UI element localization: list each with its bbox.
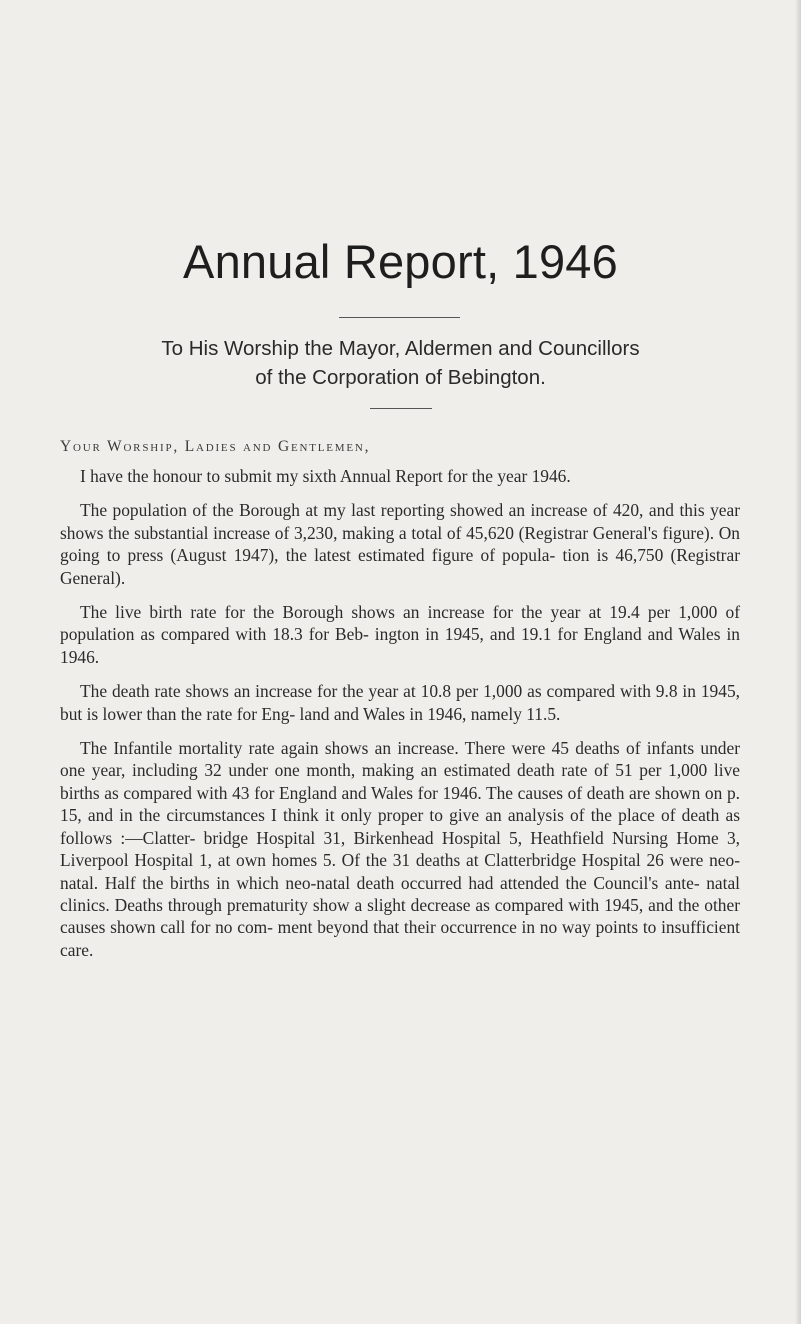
salutation: Your Worship, Ladies and Gentlemen, xyxy=(60,438,371,455)
dedication xyxy=(60,334,741,392)
paragraph-death-rate: The death rate shows an increase for the year at 10.8 per 1,000 as compared with 9.8 in 1945, but is lower than the rate for Eng- land and Wales in 1946, namely 11.5. xyxy=(60,681,740,724)
dedication-line-1: To His Worship the Mayor, Aldermen and Councillors xyxy=(161,337,640,360)
paragraph-infant-mortality: The Infantile mortality rate again shows an increase. There were 45 deaths of infants under one year, including 32 under one month, making an estimated death rate of 51 per 1,000 live births as compared with 43 for England and Wales for 1946. The causes of death are shown on p. 15, and in the circumstances I think it only proper to give an analysis of the place of death as follows :—Clatter- bridge Hospital 31, Birkenhead Hospital 5, Heathfield Nursing Home 3, Liverpool Hospital 1, at own homes 5. Of the 31 deaths at Clatterbridge Hospital 26 were neo-natal. Half the births in which neo-natal death occurred had attended the Council's ante- natal clinics. Deaths through prematurity show a slight decrease as compared with 1945, and the other causes shown call for no com- ment beyond that their occurrence in no way points to insufficient care. xyxy=(60,738,740,960)
report-body xyxy=(60,465,740,973)
paragraph-birth-rate: The live birth rate for the Borough shows an increase for the year at 19.4 per 1,000 of population as compared with 18.3 for Beb- ington in 1945, and 19.1 for England and Wales in 1946. xyxy=(60,602,740,667)
paragraph-population: The population of the Borough at my last reporting showed an increase of 420, and this year shows the substantial increase of 3,230, making a total of 45,620 (Registrar General's figure). On going to press (August 1947), the latest estimated figure of popula- tion is 46,750 (Registrar General). xyxy=(60,500,740,588)
dedication-line-2: of the Corporation of Bebington. xyxy=(255,366,546,389)
scan-edge-shadow xyxy=(795,0,801,1324)
paragraph-intro: I have the honour to submit my sixth Annual Report for the year 1946. xyxy=(80,466,571,486)
dedication-divider xyxy=(370,408,432,409)
title-divider xyxy=(339,317,460,318)
report-title: Annual Report, 1946 xyxy=(183,235,618,288)
